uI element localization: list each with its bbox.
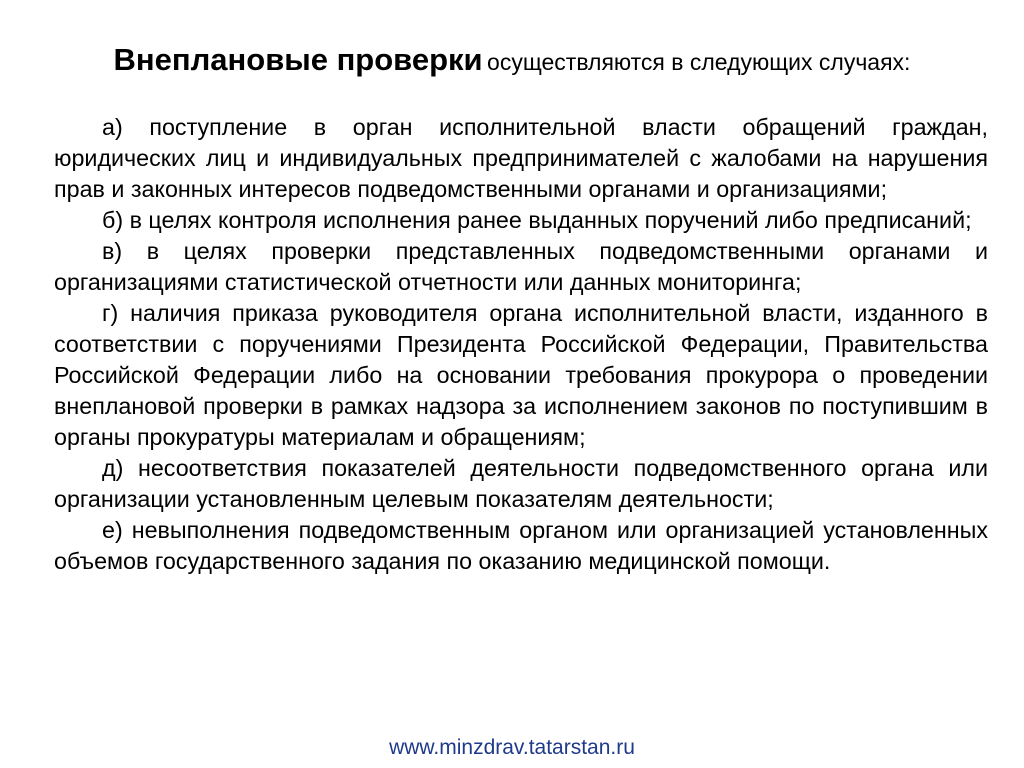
case-item-b: б) в целях контроля исполнения ранее выданных поручений либо предписаний;	[102, 207, 972, 233]
page-title	[0, 42, 1024, 78]
case-item-a: а) поступление в орган исполнительной власти обращений граждан, юридических лиц и индивидуальных предпринимателей с жалобами на нарушения прав и законных интересов подведомственными органами и организациями;	[54, 114, 988, 202]
cases-list	[54, 112, 988, 577]
footer-website-link[interactable]: www.minzdrav.tatarstan.ru	[389, 736, 635, 759]
case-item-d: д) несоответствия показателей деятельности подведомственного органа или организации установленным целевым показателям деятельности;	[54, 455, 988, 512]
case-item-v: в) в целях проверки представленных подведомственными органами и организациями статистической отчетности или данных мониторинга;	[54, 238, 988, 295]
case-item-g: г) наличия приказа руководителя органа исполнительной власти, изданного в соответствии с поручениями Президента Российской Федерации, Правительства Российской Федерации либо на основании требования прокурора о проведении внеплановой проверки в рамках надзора за исполнением законов по поступившим в органы прокуратуры материалам и обращениям;	[54, 300, 988, 450]
title-rest-text: осуществляются в следующих случаях:	[487, 49, 911, 75]
case-item-e: е) невыполнения подведомственным органом или организацией установленных объемов государственного задания по оказанию медицинской помощи.	[54, 517, 988, 574]
title-bold-text: Внеплановые проверки	[113, 42, 483, 77]
